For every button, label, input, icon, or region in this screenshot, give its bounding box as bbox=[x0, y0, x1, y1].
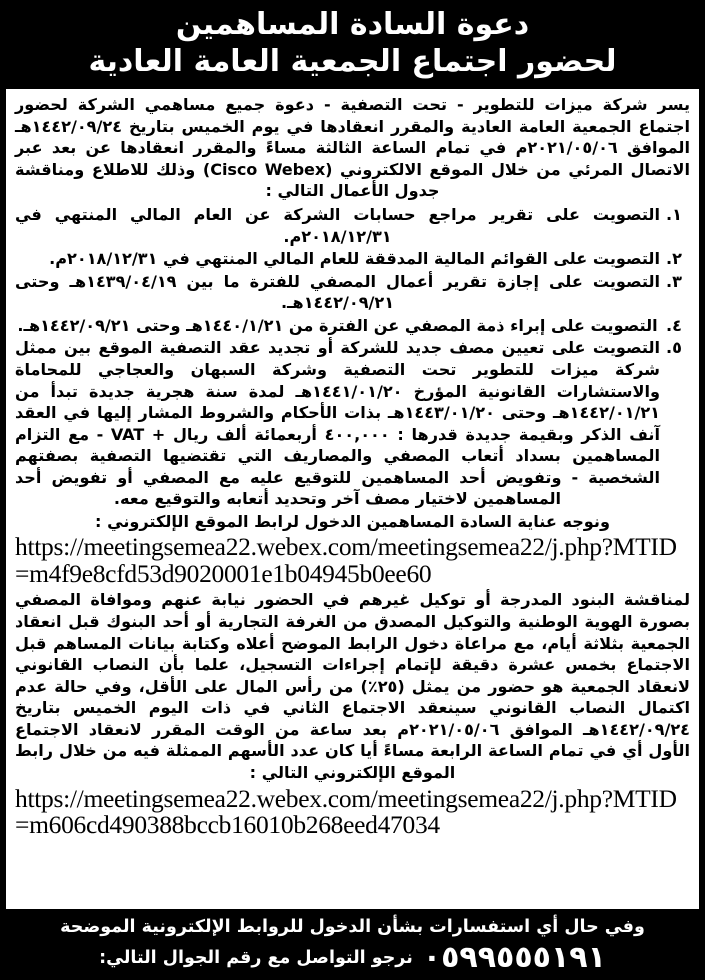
agenda-item-3-number: ٣. bbox=[666, 271, 682, 291]
agenda-item-2-text: التصويت على القوائم المالية المدققة للعام المالي المنتهي في ٢٠١٨/١٢/٣١م. bbox=[49, 249, 660, 269]
agenda-item-4 bbox=[15, 315, 690, 337]
agenda-item-2 bbox=[15, 248, 690, 270]
notice-body bbox=[3, 86, 702, 912]
agenda-item-1-number: ١. bbox=[666, 205, 682, 224]
agenda-item-4-text: التصويت على إبراء ذمة المصفي عن الفترة من ١٤٤٠/١/٢١هـ وحتى ١٤٤٢/٠٩/٢١هـ. bbox=[17, 315, 658, 335]
procedures-paragraph: لمناقشة البنود المدرجة أو توكيل غيرهم في الحضور نيابة عنهم وموافاة المصفي بصورة الهوية الوطنية والتوكيل المصدق من الغرفة التجارية أو أحد البنوك قبل انعقاد الجمعية بثلاثة أيام، مع مراعاة دخول الرابط الموضح أعلاه وكتابة بيانات المساهم قبل الاجتماع بخمس عشرة دقيقة لإتمام إجراءات التسجيل، علما بأن النصاب القانوني لانعقاد الجمعية هو حضور من يمثل (٢٥٪) من رأس المال على الأقل، وفي حالة عدم اكتمال النصاب القانوني سينعقد الاجتماع الثاني في ذات اليوم الخميس بتاريخ ١٤٤٢/٠٩/٢٤هـ الموافق ٢٠٢١/٠٥/٠٦م بعد ساعة من الوقت المقرر لانعقاد الاجتماع الأول أي في تمام الساعة الرابعة مساءً أيا كان عدد الأسهم الممثلة فيه من خلال رابط الموقع الإلكتروني التالي : bbox=[15, 590, 690, 782]
webex-meeting-url-2[interactable]: https://meetingsemea22.webex.com/meetingsemea22/j.php?MTID=m606cd490388bccb16010b268eed47034 bbox=[15, 783, 677, 840]
link-intro-paragraph-1: ونوجه عناية السادة المساهمين الدخول لرابط الموقع الإلكتروني : bbox=[95, 511, 610, 531]
notice-footer bbox=[0, 912, 705, 980]
agenda-item-1 bbox=[15, 204, 690, 247]
agenda-item-3 bbox=[15, 271, 690, 314]
agenda-item-1-text: التصويت على تقرير مراجع حسابات الشركة عن العام المالي المنتهي في ٢٠١٨/١٢/٣١م. bbox=[15, 205, 660, 246]
agenda-item-5 bbox=[15, 337, 690, 510]
footer-inquiry-text: وفي حال أي استفسارات بشأن الدخول للروابط الإلكترونية الموضحة bbox=[60, 917, 645, 938]
agenda-item-5-number: ٥. bbox=[666, 338, 682, 358]
footer-contact-row bbox=[10, 940, 695, 975]
agenda-list bbox=[15, 204, 690, 510]
intro-paragraph: يسر شركة ميزات للتطوير - تحت التصفية - دعوة جميع مساهمي الشركة لحضور اجتماع الجمعية العامة العادية والمقرر انعقادها في يوم الخميس بتاريخ ١٤٤٢/٠٩/٢٤هـ الموافق ٢٠٢١/٠٥/٠٦م في تمام الساعة الثالثة مساءً والمقرر انعقادها عن بعد عبر الاتصال المرئي من خلال الموقع الالكتروني (Cisco Webex) وذلك للاطلاع ومناقشة جدول الأعمال التالي : bbox=[15, 95, 690, 201]
header-title-line-1: دعوة السادة المساهمين bbox=[175, 7, 530, 42]
notice-header bbox=[0, 0, 705, 86]
webex-meeting-url-1[interactable]: https://meetingsemea22.webex.com/meetingsemea22/j.php?MTID=m4f9e8cfd53d9020001e1b04945b0ee60 bbox=[15, 532, 677, 588]
agenda-item-2-number: ٢. bbox=[666, 249, 682, 269]
agenda-item-5-text: التصويت على تعيين مصف جديد للشركة أو تجديد عقد التصفية الموقع بين ممثل شركة ميزات للتطوير تحت التصفية وشركة السبهان والعجاجي للمحاماة والاستشارات القانونية المؤرخ ١٤٤١/٠١/٢٠هـ لمدة سنة هجرية جديدة تبدأ من ١٤٤٢/٠١/٢١هـ وحتى ١٤٤٣/٠١/٢٠هـ بذات الأحكام والشروط المشار إليها في العقد آنف الذكر وبقيمة جديدة قدرها : ٤٠٠,٠٠٠ أربعمائة ألف ريال + VAT - مع التزام المساهمين بسداد أتعاب المصفي والمصاريف التي تقتضيها التصفية بصفتهم الشخصية - وتفويض أحد المساهمين للتوقيع عليه مع المصفي أو تفويض أحد المساهمين لاختيار مصف آخر وتحديد أتعابه والتوقيع معه. bbox=[15, 338, 661, 509]
contact-phone-label: نرجو التواصل مع رقم الجوال التالي: bbox=[99, 947, 413, 968]
agenda-item-4-number: ٤. bbox=[666, 315, 682, 335]
agenda-item-3-text: التصويت على إجازة تقرير أعمال المصفي للفترة ما بين ١٤٣٩/٠٤/١٩هـ وحتى ١٤٤٢/٠٩/٢١هـ. bbox=[15, 271, 661, 313]
contact-phone-number[interactable]: ٠٥٩٩٥٥٥١٩١ bbox=[422, 940, 606, 975]
header-title-line-2: لحضور اجتماع الجمعية العامة العادية bbox=[88, 43, 617, 79]
